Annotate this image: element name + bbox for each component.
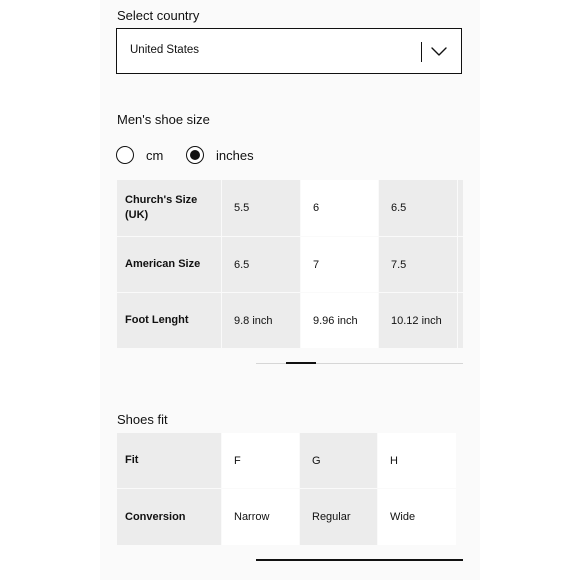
table-cell: 5.5	[222, 180, 300, 236]
table-row-header: American Size	[117, 237, 221, 292]
select-country-label: Select country	[117, 8, 200, 23]
table-cell: 6	[301, 180, 378, 236]
table-cell: F	[222, 433, 299, 488]
table-row-header: Conversion	[117, 489, 221, 545]
table-cell-overflow	[458, 293, 463, 348]
table-row-header: Church's Size (UK)	[117, 180, 221, 236]
table-cell: 7.5	[379, 237, 457, 292]
country-select-value: United States	[130, 44, 200, 56]
table-cell: 6.5	[379, 180, 457, 236]
table-cell: 10.12 inch	[379, 293, 457, 348]
table-cell-overflow	[458, 237, 463, 292]
table-row-header: Fit	[117, 433, 221, 488]
shoes-fit-label: Shoes fit	[117, 412, 168, 427]
chevron-down-icon[interactable]	[429, 43, 449, 61]
table-cell: 9.8 inch	[222, 293, 300, 348]
radio-circle[interactable]	[116, 146, 134, 164]
table-cell: 9.96 inch	[301, 293, 378, 348]
unit-radio-cm[interactable]	[116, 146, 163, 164]
size-table-scrollbar-thumb[interactable]	[286, 362, 316, 364]
unit-radio-inches[interactable]	[186, 146, 254, 164]
table-cell: 6.5	[222, 237, 300, 292]
table-cell: 7	[301, 237, 378, 292]
country-select[interactable]	[116, 28, 462, 74]
shoe-size-label: Men's shoe size	[117, 112, 210, 127]
table-cell-overflow	[458, 180, 463, 236]
radio-circle-selected[interactable]	[186, 146, 204, 164]
table-cell: Narrow	[222, 489, 299, 545]
table-row-header: Foot Lenght	[117, 293, 221, 348]
table-cell: G	[300, 433, 377, 488]
unit-label-cm: cm	[146, 147, 164, 163]
table-cell: Regular	[300, 489, 377, 545]
fit-table-scrollbar-thumb[interactable]	[256, 559, 463, 561]
unit-label-inches: inches	[216, 147, 254, 163]
radio-dot	[190, 150, 200, 160]
select-divider	[421, 42, 422, 62]
table-cell: H	[378, 433, 456, 488]
table-cell: Wide	[378, 489, 456, 545]
